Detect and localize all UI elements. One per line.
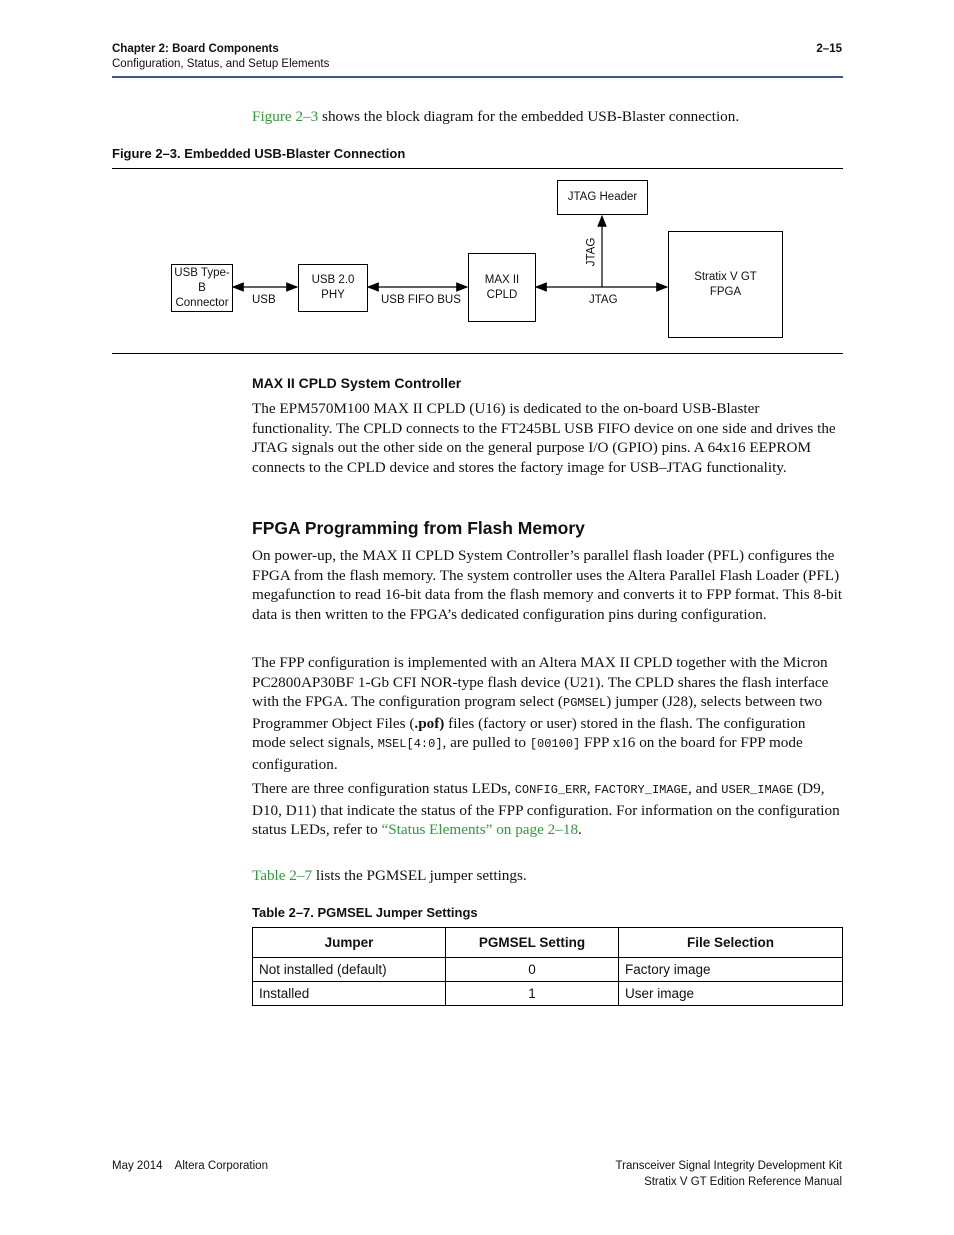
user-image-code: USER_IMAGE	[721, 783, 794, 797]
p3-text-3: , and	[687, 780, 722, 797]
cpld-paragraph	[252, 399, 843, 477]
table-header: PGMSEL Setting	[446, 928, 619, 958]
config-err-code: CONFIG_ERR	[514, 783, 587, 797]
table-header-row	[253, 928, 843, 958]
cpld-label-2: CPLD	[486, 288, 518, 301]
flash-paragraph-1	[252, 546, 843, 624]
flash-paragraph-1-text: On power-up, the MAX II CPLD System Controller’s parallel flash loader (PFL) configures the FPGA from the flash memory. The system controller uses the Altera Parallel Flash Loader (PFL) megafunction to read 16-bit data from the flash memory and converts it to FPP format. This 8-bit data is then written to the FPGA’s dedicated configuration pins during configuration.	[252, 547, 843, 623]
max-ii-cpld-block	[468, 253, 536, 322]
header-section: Configuration, Status, and Setup Elements	[112, 58, 330, 70]
jtag-header-block	[557, 180, 648, 215]
p3-text-5: .	[578, 821, 582, 839]
pgmsel-table	[252, 927, 843, 1006]
table-row	[253, 982, 843, 1006]
fpga-label-1: Stratix V GT	[694, 270, 757, 283]
usb-typeb-label-1: USB Type-B	[174, 266, 230, 294]
table-link[interactable]: Table 2–7	[252, 867, 313, 884]
flash-section-heading: FPGA Programming from Flash Memory	[252, 518, 585, 538]
pof-bold: .pof)	[414, 714, 445, 732]
p2-text-1: The FPP configuration is implemented with an Altera MAX II CPLD together with the Micron PC2800AP30BF 1-Gb CFI NOR-type flash device (U21). The CPLD shares the flash interface with the FPGA. The configuration program select (	[252, 654, 829, 711]
table-cell: 0	[446, 958, 619, 982]
table-cell: Not installed (default)	[253, 958, 446, 982]
figure-link[interactable]: Figure 2–3	[252, 108, 319, 125]
cpld-paragraph-text: The EPM570M100 MAX II CPLD (U16) is dedicated to the on-board USB-Blaster functionality. The CPLD connects to the FT245BL USB FIFO device on one side and drives the JTAG signals out the other side on the general purpose I/O (GPIO) pins. A 64x16 EEPROM connects to the CPLD device and stores the factory image for USB–JTAG functionality.	[252, 400, 836, 476]
jtag-horizontal-label: JTAG	[589, 294, 618, 306]
footer-right-2: Stratix V GT Edition Reference Manual	[644, 1176, 842, 1188]
figure-caption: Figure 2–3. Embedded USB-Blaster Connection	[112, 146, 406, 161]
footer-right-1: Transceiver Signal Integrity Development Kit	[615, 1160, 842, 1172]
fifo-bus-label: USB FIFO BUS	[381, 294, 461, 306]
jtag-vertical-label: JTAG	[585, 237, 598, 267]
table-cell: 1	[446, 982, 619, 1006]
flash-paragraph-4	[252, 866, 843, 886]
intro-text: shows the block diagram for the embedded USB-Blaster connection.	[318, 108, 740, 125]
flash-paragraph-3	[252, 779, 843, 840]
usb-phy-block	[298, 264, 368, 312]
usb-typeb-connector-block	[171, 264, 233, 312]
factory-image-code: FACTORY_IMAGE	[594, 783, 688, 797]
table-cell: Factory image	[619, 958, 843, 982]
fpga-label-2: FPGA	[709, 285, 742, 298]
p4-text: lists the PGMSEL jumper settings.	[312, 867, 527, 884]
msel-code: MSEL[4:0]	[377, 737, 443, 752]
p3-text-2: ,	[586, 780, 595, 797]
footer-left: May 2014 Altera Corporation	[112, 1160, 268, 1172]
stratix-fpga-block	[668, 231, 783, 338]
p2-text-3: files (factory or user) stored in the flash. The configuration mode select signals,	[252, 714, 806, 752]
header-chapter: Chapter 2: Board Components	[112, 43, 279, 55]
p2-text-4: , are pulled to	[442, 734, 530, 752]
p3-text-4: (D9, D10, D11) that indicate the status of the FPP configuration. For information on the configuration status LEDs, refer to	[252, 780, 840, 839]
usb-phy-label: USB 2.0 PHY	[311, 274, 355, 301]
msel-value-code: [00100]	[529, 737, 581, 752]
table-header: Jumper	[253, 928, 446, 958]
status-elements-link[interactable]: “Status Elements” on page 2–18	[381, 821, 579, 839]
pgmsel-code: PGMSEL	[563, 696, 607, 711]
table-row	[253, 958, 843, 982]
flash-paragraph-2	[252, 653, 843, 775]
table-header: File Selection	[619, 928, 843, 958]
usb-label: USB	[252, 294, 276, 306]
table-caption: Table 2–7. PGMSEL Jumper Settings	[252, 905, 478, 920]
usb-typeb-label-2: Connector	[175, 296, 229, 309]
p3-text-1: There are three configuration status LEDs,	[252, 780, 515, 797]
p2-text-2: ) jumper (J28), selects between two Programmer Object Files (	[252, 693, 823, 732]
table-cell: User image	[619, 982, 843, 1006]
cpld-section-heading: MAX II CPLD System Controller	[252, 375, 462, 391]
cpld-label-1: MAX II	[484, 273, 520, 286]
jtag-header-label: JTAG Header	[567, 191, 638, 203]
table-cell: Installed	[253, 982, 446, 1006]
header-page-number: 2–15	[816, 43, 842, 55]
p2-text-5: FPP x16 on the board for FPP mode configuration.	[252, 734, 803, 773]
figure-bottom-rule	[112, 353, 843, 354]
